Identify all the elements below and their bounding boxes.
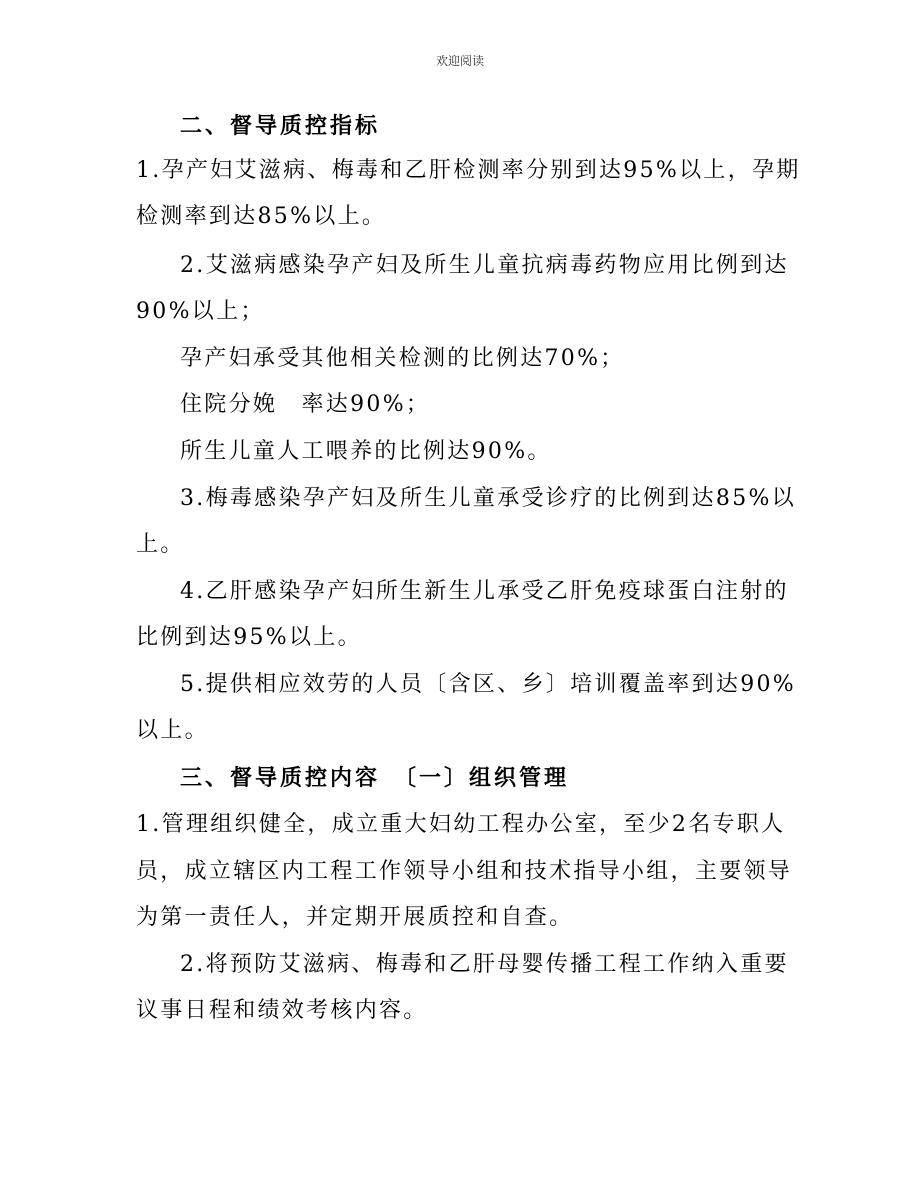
- s2-line-2: 检测率到达85%以上。: [136, 204, 387, 229]
- s3-line-5: 议事日程和绩效考核内容。: [136, 998, 428, 1023]
- s2-line-11: 比例到达95%以上。: [136, 625, 362, 650]
- s2-line-3: 2.艾滋病感染孕产妇及所生儿童抗病毒药物应用比例到达: [180, 253, 789, 278]
- section3-title: 三、督导质控内容 〔一〕组织管理: [180, 766, 570, 791]
- s2-line-5: 孕产妇承受其他相关检测的比例达70%；: [180, 346, 625, 371]
- s2-line-10: 4.乙肝感染孕产妇所生新生儿承受乙肝免疫球蛋白注射的: [180, 579, 789, 604]
- page-header: 欢迎阅读: [435, 54, 484, 68]
- s3-line-2: 员，成立辖区内工程工作领导小组和技术指导小组，主要领导: [136, 859, 793, 884]
- s3-line-3: 为第一责任人，并定期开展质控和自查。: [136, 905, 574, 930]
- s2-line-4: 90%以上；: [136, 299, 265, 324]
- s2-line-13: 以上。: [136, 718, 209, 743]
- section2-title: 二、督导质控指标: [180, 114, 381, 139]
- s2-line-1: 1.孕产妇艾滋病、梅毒和乙肝检测率分别到达95%以上，孕期: [136, 158, 801, 183]
- s2-line-12: 5.提供相应效劳的人员〔含区、乡〕培训覆盖率到达90%: [180, 672, 796, 697]
- s2-line-6: 住院分娩 率达90%；: [180, 392, 431, 417]
- s3-line-4: 2.将预防艾滋病、梅毒和乙肝母婴传播工程工作纳入重要: [180, 952, 789, 977]
- s2-line-8: 3.梅毒感染孕产妇及所生儿童承受诊疗的比例到达85%以: [180, 486, 796, 511]
- s2-line-9: 上。: [136, 532, 185, 557]
- s3-line-1: 1.管理组织健全，成立重大妇幼工程办公室，至少2名专职人: [136, 812, 786, 837]
- s2-line-7: 所生儿童人工喂养的比例达90%。: [180, 439, 552, 464]
